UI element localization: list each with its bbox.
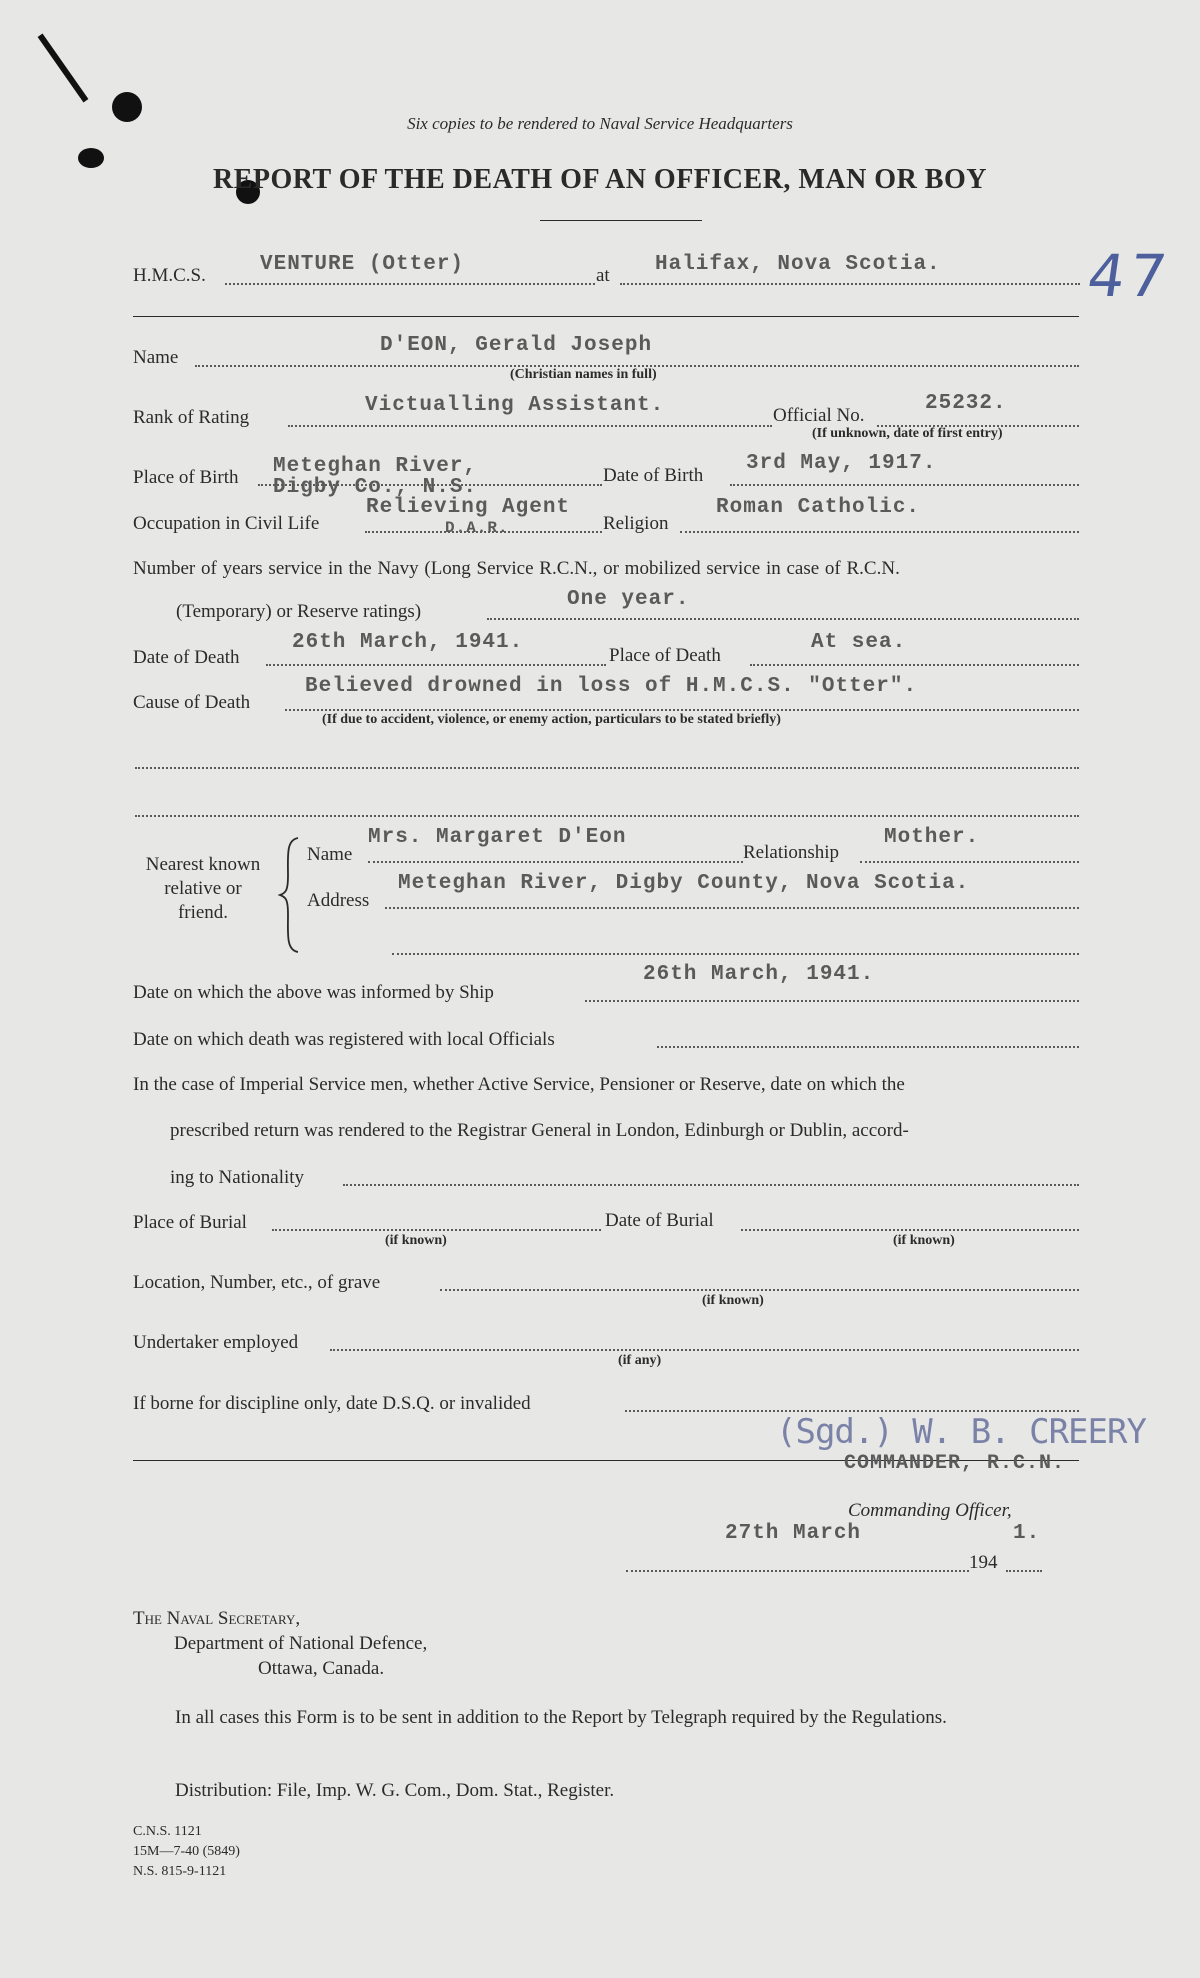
dob-dots bbox=[730, 484, 1079, 486]
dod-label: Date of Death bbox=[133, 647, 240, 668]
pod-dots bbox=[750, 664, 1079, 666]
cause-extra-dots-2 bbox=[135, 815, 1079, 817]
burial-date-dots bbox=[741, 1229, 1079, 1231]
burial-place-dots bbox=[272, 1229, 601, 1231]
at-value: Halifax, Nova Scotia. bbox=[655, 253, 941, 276]
official-no-value: 25232. bbox=[925, 392, 1007, 415]
grave-hint: (if known) bbox=[702, 1293, 764, 1308]
dob-value: 3rd May, 1917. bbox=[746, 452, 937, 475]
hmcs-value: VENTURE (Otter) bbox=[260, 253, 465, 276]
relative-group-label-2: relative or bbox=[164, 878, 242, 899]
section-divider-top bbox=[133, 316, 1079, 317]
registered-dots bbox=[657, 1046, 1079, 1048]
official-no-hint: (If unknown, date of first entry) bbox=[812, 426, 1003, 441]
hmcs-dots bbox=[225, 283, 595, 285]
address-value: Meteghan River, Digby County, Nova Scotia. bbox=[398, 872, 970, 895]
naval-secretary-line: The Naval Secretary, bbox=[133, 1608, 301, 1629]
dod-value: 26th March, 1941. bbox=[292, 631, 524, 654]
name-value: D'EON, Gerald Joseph bbox=[380, 334, 653, 357]
tear-mark bbox=[38, 34, 89, 103]
imperial-line-2: prescribed return was rendered to the Registrar General in London, Edinburgh or Dublin, accord- bbox=[170, 1120, 909, 1141]
relationship-value: Mother. bbox=[884, 826, 980, 849]
informed-dots bbox=[585, 1000, 1079, 1002]
burial-place-label: Place of Burial bbox=[133, 1212, 247, 1233]
name-hint: (Christian names in full) bbox=[510, 367, 657, 382]
address-label: Address bbox=[307, 890, 370, 911]
rank-label: Rank of Rating bbox=[133, 407, 250, 428]
address-dots-2 bbox=[392, 953, 1079, 955]
religion-value: Roman Catholic. bbox=[716, 496, 921, 519]
distribution-line: Distribution: File, Imp. W. G. Com., Dom. Stat., Register. bbox=[175, 1780, 615, 1801]
imperial-dots bbox=[343, 1184, 1079, 1186]
discipline-label: If borne for discipline only, date D.S.Q. or invalided bbox=[133, 1393, 531, 1414]
relative-name-dots bbox=[368, 861, 743, 863]
signature-year-dots bbox=[1006, 1570, 1042, 1572]
relative-group-label-1: Nearest known bbox=[145, 854, 261, 875]
at-dots bbox=[620, 283, 1080, 285]
signature-rank: COMMANDER, R.C.N. bbox=[844, 1452, 1066, 1475]
commanding-officer-title: Commanding Officer, bbox=[848, 1500, 1012, 1521]
occupation-label: Occupation in Civil Life bbox=[133, 513, 320, 534]
title-underline bbox=[540, 220, 702, 221]
at-label: at bbox=[596, 265, 610, 286]
service-label-1: Number of years service in the Navy (Long Service R.C.N., or mobilized service in case of R.C.N. bbox=[133, 558, 900, 579]
cause-label: Cause of Death bbox=[133, 692, 251, 713]
service-label-2: (Temporary) or Reserve ratings) bbox=[176, 601, 422, 622]
signature-date-dots bbox=[626, 1570, 969, 1572]
relationship-dots bbox=[860, 861, 1079, 863]
grave-label: Location, Number, etc., of grave bbox=[133, 1272, 381, 1293]
department-line: Department of National Defence, bbox=[174, 1633, 428, 1654]
relationship-label: Relationship bbox=[743, 842, 840, 863]
form-code-2: 15M—7-40 (5849) bbox=[133, 1844, 240, 1859]
relative-group-label-3: friend. bbox=[177, 902, 229, 923]
footer-note: In all cases this Form is to be sent in addition to the Report by Telegraph required by the Regulations. bbox=[175, 1707, 947, 1728]
cause-dots bbox=[285, 709, 1079, 711]
burial-date-label: Date of Burial bbox=[605, 1210, 714, 1231]
page-title: REPORT OF THE DEATH OF AN OFFICER, MAN OR BOY bbox=[213, 164, 987, 195]
pod-label: Place of Death bbox=[609, 645, 721, 666]
religion-label: Religion bbox=[603, 513, 669, 534]
relative-brace bbox=[278, 836, 302, 954]
ottawa-line: Ottawa, Canada. bbox=[258, 1658, 385, 1679]
address-dots bbox=[385, 907, 1079, 909]
dod-dots bbox=[266, 664, 606, 666]
pob-value-2: Digby Co., N.S. bbox=[273, 476, 478, 499]
undertaker-hint: (if any) bbox=[618, 1353, 662, 1368]
imperial-line-1: In the case of Imperial Service men, whether Active Service, Pensioner or Reserve, date on which the bbox=[133, 1074, 905, 1095]
service-dots bbox=[487, 618, 1079, 620]
occupation-value-1: Relieving Agent bbox=[366, 496, 571, 519]
relative-name-value: Mrs. Margaret D'Eon bbox=[368, 826, 627, 849]
official-no-label: Official No. bbox=[773, 405, 865, 426]
form-code-1: C.N.S. 1121 bbox=[133, 1824, 202, 1839]
rank-dots bbox=[288, 425, 772, 427]
hmcs-label: H.M.C.S. bbox=[133, 265, 206, 286]
informed-value: 26th March, 1941. bbox=[643, 963, 875, 986]
signature-date-value: 27th March bbox=[725, 1522, 862, 1545]
informed-label: Date on which the above was informed by Ship bbox=[133, 982, 494, 1003]
signature-year-prefix: 194 bbox=[969, 1552, 998, 1573]
signature-year-suffix: 1. bbox=[1013, 1522, 1041, 1545]
cause-value: Believed drowned in loss of H.M.C.S. "Otter". bbox=[305, 675, 918, 698]
undertaker-dots bbox=[330, 1349, 1079, 1351]
rank-value: Victualling Assistant. bbox=[365, 394, 665, 417]
burial-date-hint: (if known) bbox=[893, 1233, 955, 1248]
relative-name-label: Name bbox=[307, 844, 353, 865]
registered-label: Date on which death was registered with local Officials bbox=[133, 1029, 555, 1050]
burial-place-hint: (if known) bbox=[385, 1233, 447, 1248]
cause-extra-dots-1 bbox=[135, 767, 1079, 769]
grave-dots bbox=[440, 1289, 1079, 1291]
name-label: Name bbox=[133, 347, 179, 368]
dob-label: Date of Birth bbox=[603, 465, 704, 486]
signature-stamp: (Sgd.) W. B. CREERY bbox=[776, 1412, 1146, 1452]
form-code-3: N.S. 815-9-1121 bbox=[133, 1864, 227, 1879]
cause-hint: (If due to accident, violence, or enemy action, particulars to be stated briefly) bbox=[322, 712, 781, 727]
pob-label: Place of Birth bbox=[133, 467, 239, 488]
pod-value: At sea. bbox=[811, 631, 907, 654]
pob-value-1: Meteghan River, bbox=[273, 455, 478, 478]
page-number: 47 bbox=[1083, 242, 1175, 310]
religion-dots bbox=[680, 531, 1079, 533]
copies-note: Six copies to be rendered to Naval Service Headquarters bbox=[407, 114, 793, 133]
imperial-line-3: ing to Nationality bbox=[170, 1167, 305, 1188]
occupation-value-2: D.A.R. bbox=[445, 519, 509, 537]
service-value: One year. bbox=[567, 588, 690, 611]
undertaker-label: Undertaker employed bbox=[133, 1332, 299, 1353]
